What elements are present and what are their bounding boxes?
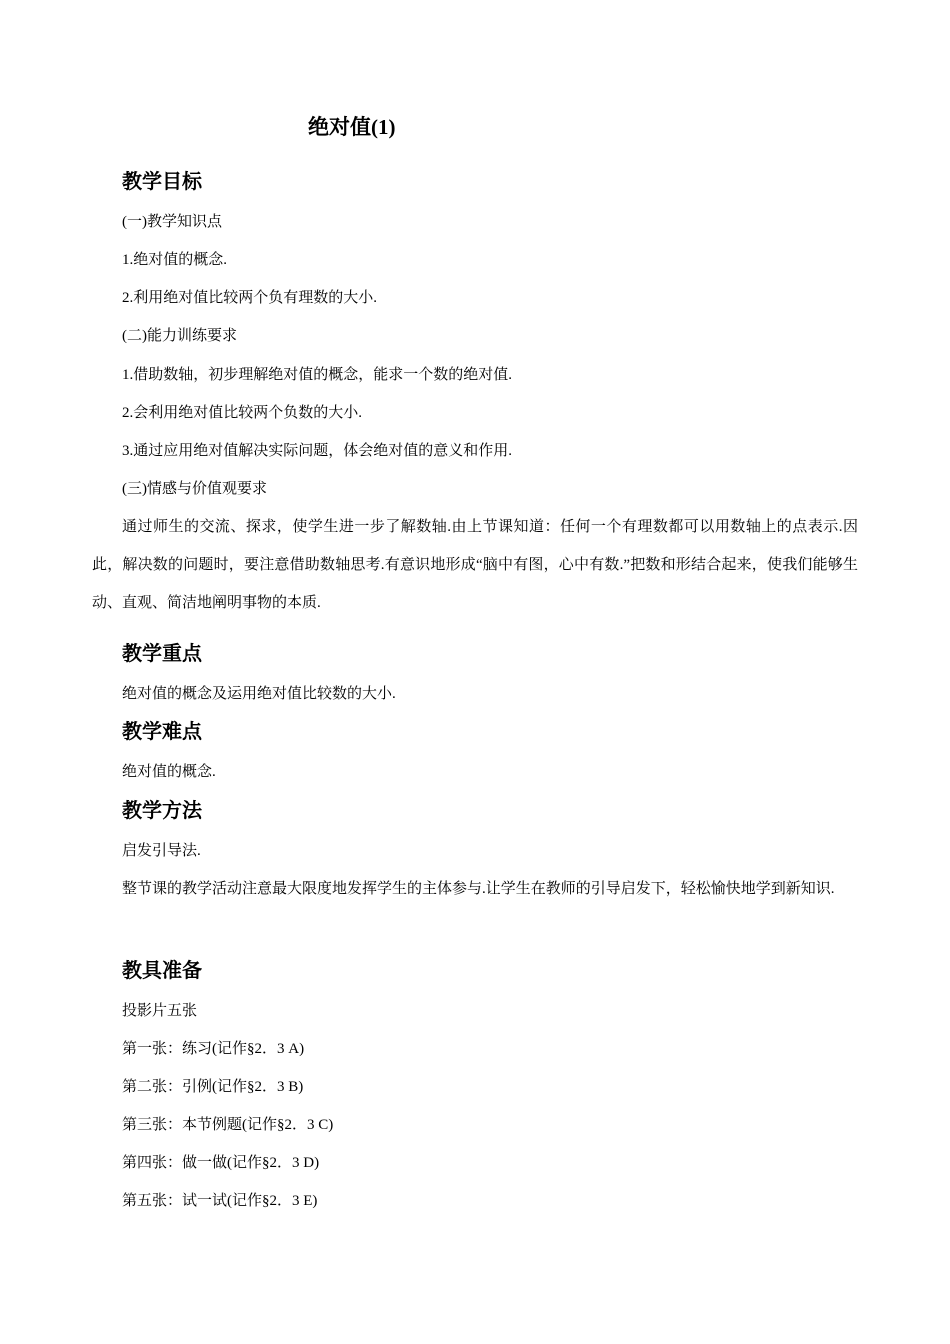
tools-intro: 投影片五张 bbox=[122, 1003, 198, 1019]
knowledge-label: (一)教学知识点 bbox=[122, 214, 222, 230]
tools-item-4: 第四张：做一做(记作§2．3 D) bbox=[122, 1155, 320, 1171]
knowledge-item-2: 2.利用绝对值比较两个负有理数的大小. bbox=[122, 290, 378, 306]
goals-heading: 教学目标 bbox=[122, 171, 202, 193]
ability-item-1: 1.借助数轴，初步理解绝对值的概念，能求一个数的绝对值. bbox=[122, 367, 513, 383]
tools-item-3: 第三张：本节例题(记作§2．3 C) bbox=[122, 1117, 334, 1133]
tools-item-2: 第二张：引例(记作§2．3 B) bbox=[122, 1079, 304, 1095]
difficulties-text: 绝对值的概念. bbox=[122, 764, 216, 780]
emotion-label: (三)情感与价值观要求 bbox=[122, 481, 267, 497]
methods-text: 启发引导法. bbox=[122, 843, 201, 859]
knowledge-item-1: 1.绝对值的概念. bbox=[122, 252, 228, 268]
methods-paragraph: 整节课的教学活动注意最大限度地发挥学生的主体参与.让学生在教师的引导启发下，轻松愉快地学到新知识. bbox=[122, 881, 835, 897]
page-title: 绝对值(1) bbox=[308, 115, 396, 139]
tools-item-5: 第五张：试一试(记作§2．3 E) bbox=[122, 1193, 318, 1209]
methods-heading: 教学方法 bbox=[122, 800, 202, 822]
ability-item-2: 2.会利用绝对值比较两个负数的大小. bbox=[122, 405, 363, 421]
ability-label: (二)能力训练要求 bbox=[122, 328, 237, 344]
key-points-text: 绝对值的概念及运用绝对值比较数的大小. bbox=[122, 686, 396, 702]
tools-item-1: 第一张：练习(记作§2．3 A) bbox=[122, 1041, 305, 1057]
ability-item-3: 3.通过应用绝对值解决实际问题，体会绝对值的意义和作用. bbox=[122, 443, 513, 459]
key-points-heading: 教学重点 bbox=[122, 643, 202, 665]
tools-heading: 教具准备 bbox=[122, 960, 202, 982]
emotion-paragraph: 通过师生的交流、探求，使学生进一步了解数轴.由上节课知道：任何一个有理数都可以用数轴上的点表示.因此，解决数的问题时，要注意借助数轴思考.有意识地形成“脑中有图，心中有数.”把数和形结合起来，使我们能够生动、直观、简洁地阐明事物的本质. bbox=[92, 519, 858, 611]
difficulties-heading: 教学难点 bbox=[122, 721, 202, 743]
